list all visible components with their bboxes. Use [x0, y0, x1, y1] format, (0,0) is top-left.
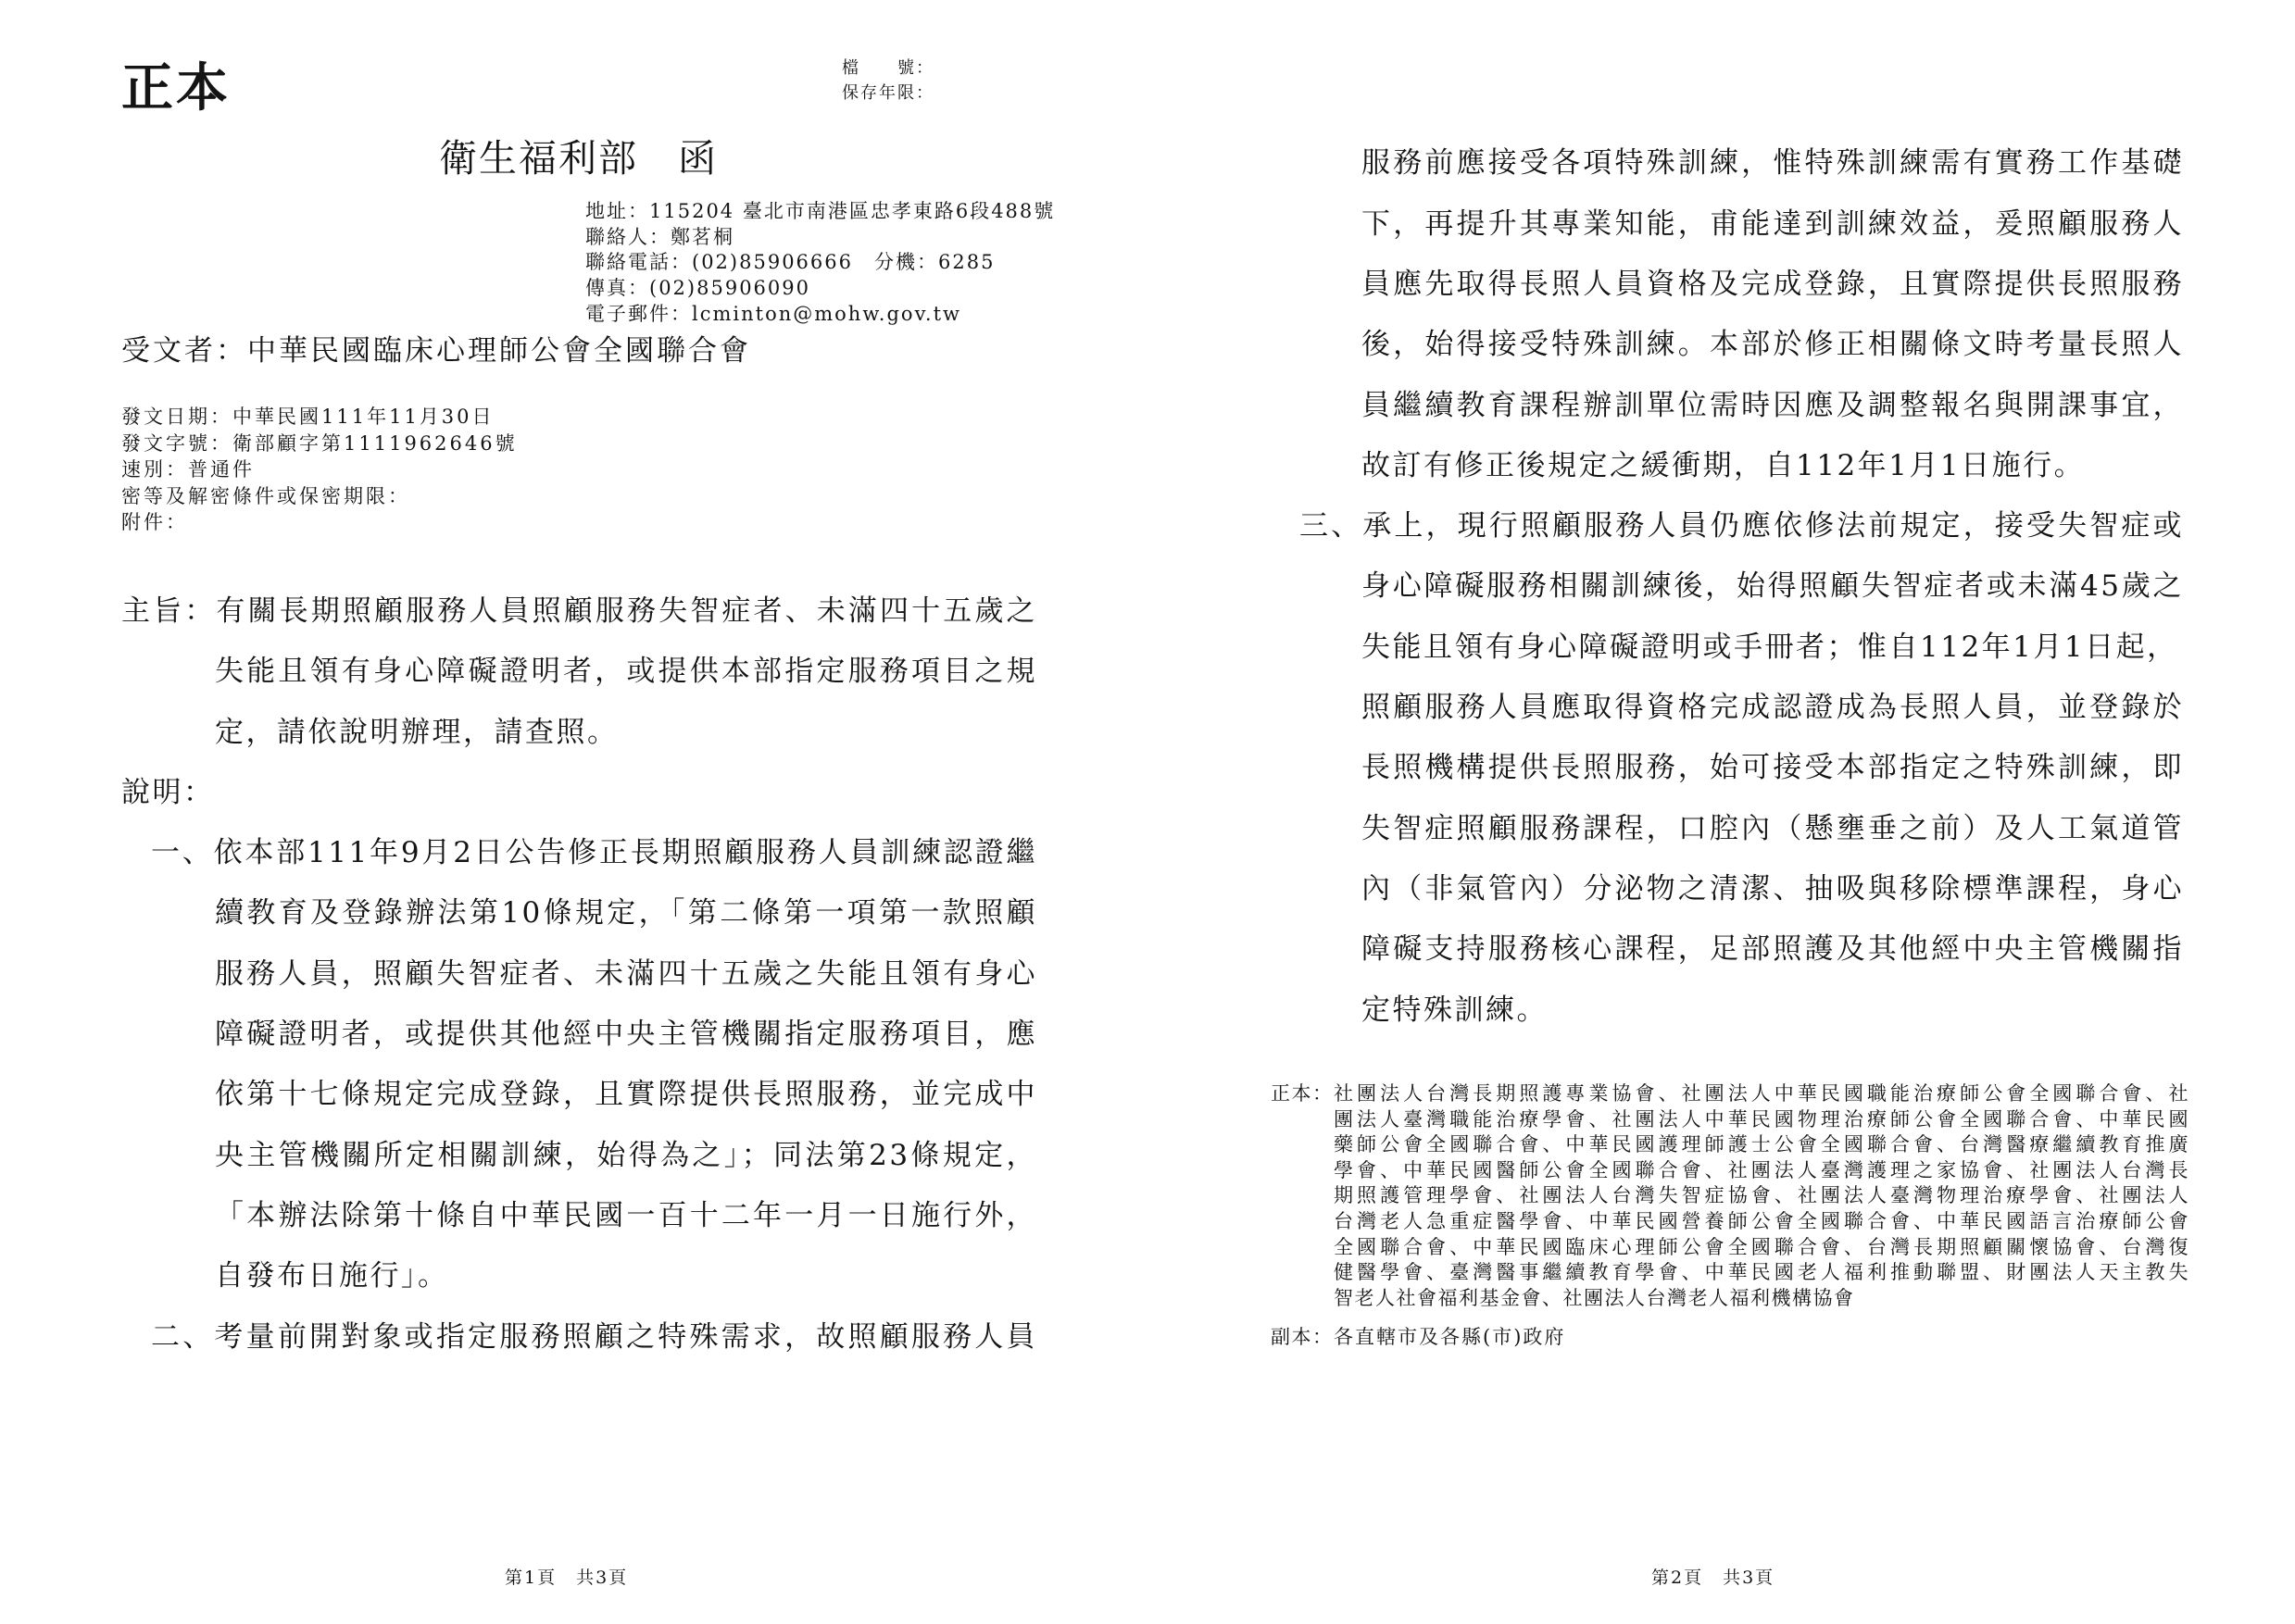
original-recipients-line: 學會、中華民國醫師公會全國聯合會、社團法人臺灣護理之家協會、社團法人台灣長	[1334, 1158, 2189, 1181]
body-text-page-1	[121, 581, 1037, 1368]
item-line: 服務前應接受各項特殊訓練，惟特殊訓練需有實務工作基礎	[1361, 146, 2184, 181]
original-recipients-line: 社團法人台灣長期照護專業協會、社團法人中華民國職能治療師公會全國聯合會、社	[1334, 1082, 2189, 1105]
item-line: 服務人員，照顧失智症者、未滿四十五歲之失能且領有身心	[215, 956, 1037, 991]
delivery-speed: 速別：普通件	[121, 458, 255, 481]
item-marker: 三、	[1299, 509, 1363, 543]
item-line: 央主管機關所定相關訓練，始得為之」；同法第23條規定，	[215, 1138, 1037, 1172]
item-line: 障礙支持服務核心課程，足部照護及其他經中央主管機關指	[1361, 932, 2184, 967]
item-line: 員應先取得長照人員資格及完成登錄，且實際提供長照服務	[1361, 267, 2184, 301]
document-title: 衛生福利部 函	[439, 136, 718, 181]
attachments-label: 附件：	[121, 511, 188, 533]
original-recipients-line: 台灣老人急重症醫學會、中華民國營養師公會全國聯合會、中華民國語言治療師公會	[1334, 1209, 2189, 1232]
copy-recipients-label: 副本：	[1271, 1325, 1334, 1348]
item-line: 內（非氣管內）分泌物之清潔、抽吸與移除標準課程，身心	[1361, 871, 2184, 906]
explanation-label: 說明：	[121, 775, 215, 809]
item-line: 續教育及登錄辦法第10條規定，「第二條第一項第一款照顧	[215, 896, 1037, 931]
original-recipients-list	[1334, 1081, 2189, 1311]
subject-line: 失能且領有身心障礙證明者，或提供本部指定服務項目之規	[215, 655, 1037, 689]
copy-recipients-line	[1271, 1325, 1565, 1351]
original-recipients-line: 全國聯合會、中華民國臨床心理師公會全國聯合會、台灣長期照顧關懷協會、台灣復	[1334, 1235, 2189, 1258]
item-line: 依第十七條規定完成登錄，且實際提供長照服務，並完成中	[215, 1078, 1037, 1112]
subject-line	[121, 581, 1037, 642]
document-number: 發文字號：衛部顧字第1111962646號	[121, 431, 518, 455]
retention-period-label: 保存年限：	[842, 83, 934, 103]
original-recipients-line: 藥師公會全國聯合會、中華民國護理師護士公會全國聯合會、台灣醫療繼續教育推廣	[1334, 1133, 2189, 1156]
sender-address: 地址：115204 臺北市南港區忠孝東路6段488號	[585, 200, 1056, 222]
contact-person: 聯絡人：鄭茗桐	[585, 225, 734, 248]
item-text: 承上，現行照顧服務人員仍應依修法前規定，接受失智症或	[1362, 509, 2185, 543]
item-line: 「本辦法除第十條自中華民國一百十二年一月一日施行外，	[215, 1198, 1037, 1232]
original-recipients-line: 期照護管理學會、社團法人台灣失智症協會、社團法人臺灣物理治療學會、社團法人	[1334, 1184, 2189, 1207]
original-recipients-line: 健醫學會、臺灣醫事繼續教育學會、中華民國老人福利推動聯盟、財團法人天主教失	[1334, 1261, 2189, 1284]
body-text-page-2	[1299, 133, 2184, 1040]
item-line	[151, 1307, 1037, 1368]
contact-email: 電子郵件：lcminton@mohw.gov.tw	[585, 302, 962, 325]
copy-type-stamp: 正本	[121, 57, 231, 119]
item-line: 自發布日施行」。	[215, 1259, 449, 1293]
original-recipients-line: 智老人社會福利基金會、社團法人台灣老人福利機構協會	[1334, 1286, 1855, 1309]
file-number-label: 檔 號：	[842, 58, 934, 78]
original-recipients-block	[1271, 1081, 2189, 1311]
item-text: 依本部111年9月2日公告修正長期照顧服務人員訓練認證繼	[213, 836, 1037, 870]
subject-text: 有關長期照顧服務人員照顧服務失智症者、未滿四十五歲之	[216, 594, 1037, 628]
contact-fax: 傳真：(02)85906090	[585, 277, 810, 300]
issue-date: 發文日期：中華民國111年11月30日	[121, 406, 495, 428]
item-line: 員繼續教育課程辦訓單位需時因應及調整報名與開課事宜，	[1361, 388, 2184, 422]
archive-info	[842, 56, 934, 106]
sender-contact-block	[585, 199, 1055, 328]
item-text: 考量前開對象或指定服務照顧之特殊需求，故照顧服務人員	[214, 1319, 1038, 1354]
page-footer: 第2頁 共3頁	[1651, 1568, 1775, 1588]
recipient: 受文者：中華民國臨床心理師公會全國聯合會	[121, 334, 751, 368]
contact-phone: 聯絡電話：(02)85906666 分機：6285	[585, 251, 996, 274]
item-line	[151, 823, 1037, 883]
page-footer: 第1頁 共3頁	[505, 1568, 629, 1588]
item-line: 故訂有修正後規定之緩衝期，自112年1月1日施行。	[1361, 448, 2086, 482]
item-line: 照顧服務人員應取得資格完成認證成為長照人員，並登錄於	[1361, 691, 2184, 725]
item-line: 障礙證明者，或提供其他經中央主管機關指定服務項目，應	[215, 1018, 1037, 1052]
classification-label: 密等及解密條件或保密期限：	[121, 484, 410, 507]
item-marker: 二、	[151, 1319, 215, 1354]
item-marker: 一、	[151, 836, 214, 870]
item-line: 下，再提升其專業知能，甫能達到訓練效益，爰照顧服務人	[1361, 206, 2184, 241]
copy-recipients-value: 各直轄市及各縣(市)政府	[1334, 1325, 1566, 1348]
page-2	[1148, 0, 2295, 1624]
item-line: 失能且領有身心障礙證明或手冊者；惟自112年1月1日起，	[1361, 630, 2178, 664]
original-recipients-label: 正本：	[1271, 1082, 1334, 1105]
item-line: 定特殊訓練。	[1361, 993, 1548, 1027]
subject-label: 主旨：	[121, 594, 217, 628]
original-recipients-line: 團法人臺灣職能治療學會、社團法人中華民國物理治療師公會全國聯合會、中華民國	[1334, 1107, 2189, 1131]
subject-line: 定，請依說明辦理，請查照。	[215, 715, 619, 749]
item-line: 長照機構提供長照服務，始可接受本部指定之特殊訓練，即	[1361, 751, 2184, 785]
item-line: 後，始得接受特殊訓練。本部於修正相關條文時考量長照人	[1361, 328, 2184, 362]
item-line: 身心障礙服務相關訓練後，始得照顧失智症者或未滿45歲之	[1361, 569, 2184, 604]
issue-meta-block	[121, 404, 518, 536]
item-line	[1299, 496, 2184, 556]
item-line: 失智症照顧服務課程，口腔內（懸壅垂之前）及人工氣道管	[1361, 811, 2184, 845]
